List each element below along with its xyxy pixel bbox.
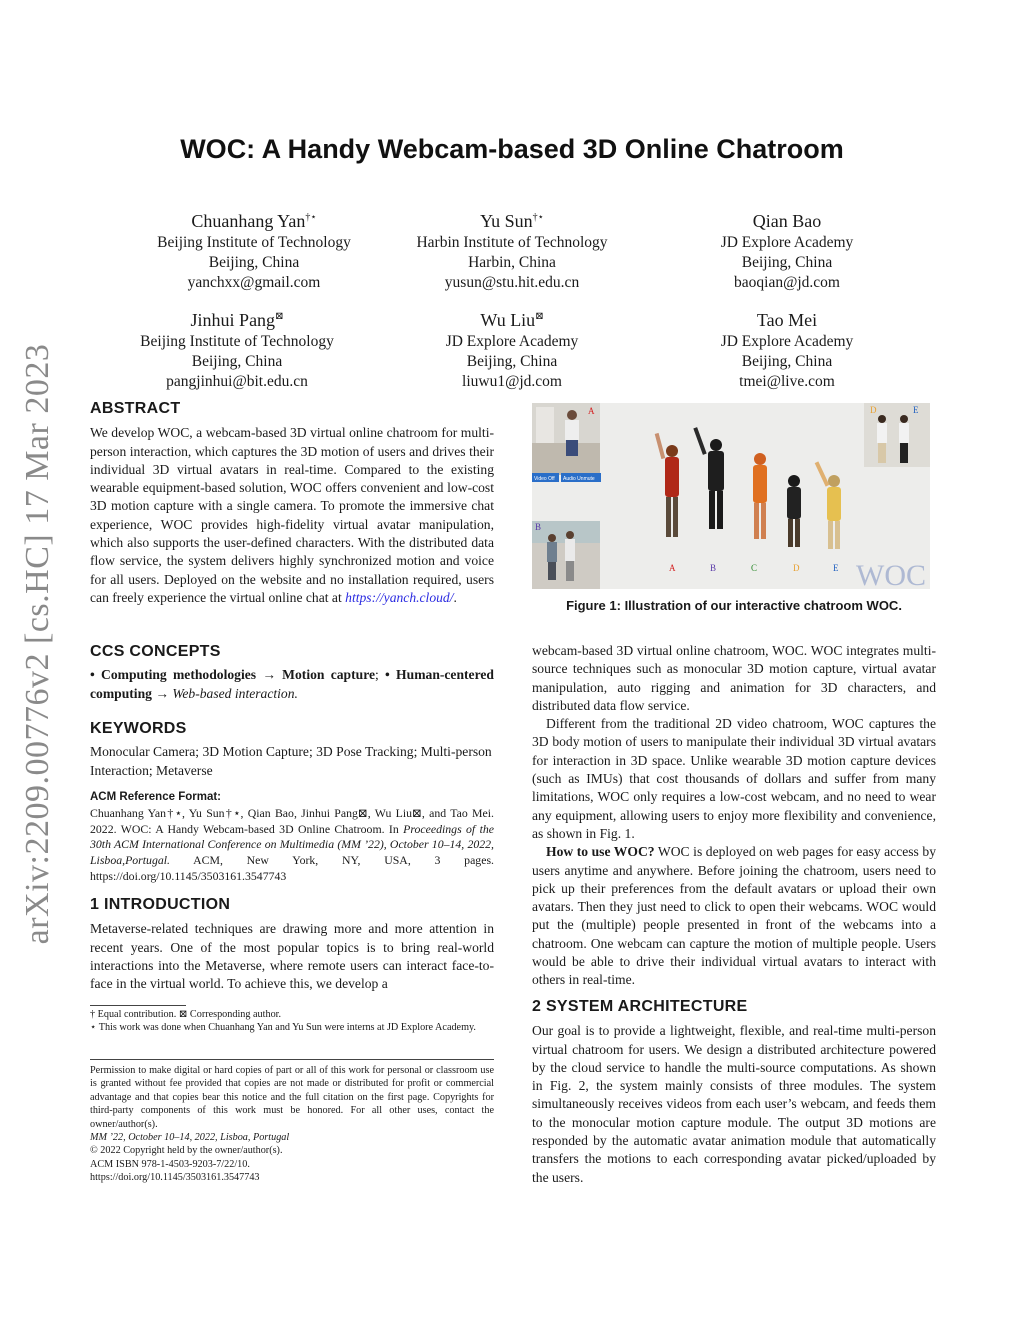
author-block [104,207,404,293]
permission-rule [90,1059,494,1060]
permission-conference: MM ’22, October 10–14, 2022, Lisboa, Portugal [90,1132,290,1144]
introduction-heading: 1 INTRODUCTION [90,896,231,913]
ccs-item2: • Human-centered computing [90,667,494,701]
author-block [637,306,937,392]
author-affiliation: JD Explore Academy [445,333,579,350]
system-architecture-body: Our goal is to provide a lightweight, flexible, and real-time multi-person virtual chatroom for users. We design a distributed architecture powered by the cloud service to handle the multi-source computations. As shown in Fig. 2, the system mainly consists of three modules. The system simultaneously receives videos from each user’s webcam, and feeds them to the monocular motion capture module. The output 3D motions are responded by the automatic avatar animation module that automatically transfers the motions to each corresponding avatar picked/uploaded by the users. [532,1023,936,1185]
ccs-item2-target: Web-based interaction. [172,685,298,701]
abstract-heading: ABSTRACT [90,400,181,417]
audio-unmute-label: Audio Unmute [563,476,595,482]
ccs-separator: ; [375,667,386,683]
video-off-label: Video Off [534,476,555,482]
author-location: Beijing, China [191,353,283,370]
abstract-text: We develop WOC, a webcam-based 3D virtual online chatroom for multi-person interaction, which captures the 3D motion of users and drives their individual 3D virtual avatars in real-time. Compared to the existing wearable equipment-based solution, WOC offers convenient and low-cost 3D motion capture with a single camera. To promote the immersive chat experience, WOC provides high-fidelity virtual avatar manipulation, which also supports the user-defined characters. With the distributed data flow service, the system delivers highly synchronized motion and voice for all users. Deployed on the website and no installation required, users can freely experience the virtual online chat at [90,425,494,605]
arxiv-id: arXiv:2209.00776v2 [cs.HC] 17 Mar 2023 [19,343,56,945]
webcam-tile-b [532,521,600,589]
author-marks: ⊠ [275,311,284,322]
author-affiliation: Beijing Institute of Technology [140,333,334,350]
author-marks: †⋆ [305,212,317,223]
author-name: Jinhui Pang [190,310,276,330]
system-architecture-heading: 2 SYSTEM ARCHITECTURE [532,998,748,1015]
system-architecture-section [532,998,936,1187]
webcam-tile-a [532,403,600,475]
arxiv-stamp [8,344,68,944]
abstract-link[interactable]: https://yanch.cloud/ [345,589,454,605]
author-location: Beijing, China [208,254,300,271]
permission-isbn: ACM ISBN 978-1-4503-9203-7/22/10. [90,1158,250,1170]
author-block [637,207,937,293]
webcam-tile-de [864,403,930,467]
tile-label-a: A [588,406,595,416]
abstract-body [90,424,494,607]
author-name: Chuanhang Yan [191,211,306,231]
ccs-section [90,643,494,703]
tile-label-e: E [913,405,919,415]
tile-label-d: D [870,405,877,415]
how-to-use-text: WOC is deployed on web pages for easy access by users anytime and anywhere. Before joining the chatroom, users need to pick up their preferences from the default avatars or upload their own avatars. Then they just need to click to open their webcams. WOC would put the (multiple) people presented in front of the webcams into a chatroom. One webcam can capture the motion of multiple people. Users would be able to drive their individual virtual avatars to interact with others in real-time. [532,844,936,988]
ccs-arrow: → [256,667,283,683]
avatar-label-b: B [710,563,717,573]
permission-doi: https://doi.org/10.1145/3503161.3547743 [90,1172,260,1184]
author-email: baoqian@jd.com [734,274,840,291]
keywords-body: Monocular Camera; 3D Motion Capture; 3D Pose Tracking; Multi-person Interaction; Metaverse [90,744,492,778]
author-location: Beijing, China [741,353,833,370]
author-name: Wu Liu [480,310,536,330]
footnote-rule [90,1005,186,1006]
ccs-body [90,666,494,703]
avatar-label-c: C [751,563,758,573]
author-block [362,207,662,293]
intro-paragraph-1: webcam-based 3D virtual online chatroom, WOC. WOC integrates multi-source techniques such as monocular 3D motion capture, virtual avatar manipulation, auto rigging and animation for 3D characters, and distributed data flow service. [532,643,936,713]
author-affiliation: Beijing Institute of Technology [157,234,351,251]
acm-reference-heading: ACM Reference Format: [90,791,221,803]
author-name: Yu Sun [480,211,533,231]
introduction-section [90,896,494,993]
tile-label-b: B [535,522,542,532]
avatar-label-a: A [669,563,676,573]
author-block [87,306,387,392]
author-location: Beijing, China [741,254,833,271]
acm-reference [90,788,494,884]
author-block [362,306,662,392]
ccs-arrow: → [151,685,173,701]
figure-1 [532,403,930,589]
footnote-1: † Equal contribution. ⊠ Corresponding author. [90,1009,282,1020]
how-to-use-heading: How to use WOC? [546,844,655,860]
author-marks: ⊠ [535,311,544,322]
author-email: tmei@live.com [739,373,835,390]
author-name: Tao Mei [756,310,818,330]
acm-reference-rest: ACM, New York, NY, USA, 3 pages. https://doi.org/10.1145/3503161.3547743 [90,853,494,883]
acm-reference-authors: Chuanhang Yan†⋆, Yu Sun†⋆, Qian Bao, Jinhui Pang⊠, Wu Liu⊠, and Tao Mei. 2022. WOC: A Handy Webcam-based 3D Online Chatroom. In [90,806,494,836]
author-location: Beijing, China [466,353,558,370]
ccs-heading: CCS CONCEPTS [90,643,221,660]
author-email: pangjinhui@bit.edu.cn [166,373,308,390]
intro-continued [532,642,936,990]
avatar-label-e: E [833,563,839,573]
acm-reference-venue: Proceedings of the 30th ACM International Conference on Multimedia (MM ’22), October 10–14, 2022, Lisboa,Portugal. [90,821,494,868]
footnote-2: ⋆ This work was done when Chuanhang Yan and Yu Sun were interns at JD Explore Academy. [90,1022,476,1034]
footnotes [90,1008,494,1035]
ccs-item1-target: Motion capture [282,667,376,683]
keywords-heading: KEYWORDS [90,720,187,737]
woc-watermark: WOC [856,559,926,589]
figure-illustration [532,403,930,589]
permission-block [90,1064,494,1185]
introduction-body: Metaverse-related techniques are drawing more and more attention in recent years. One of the most popular topics is to bring real-world interactions into the Metaverse, where remote users can interact face-to-face in the virtual world. To achieve this, we develop a [90,921,494,992]
author-email: yanchxx@gmail.com [187,274,321,291]
intro-paragraph-3 [532,843,936,989]
author-email: yusun@stu.hit.edu.cn [444,274,580,291]
author-affiliation: JD Explore Academy [720,234,854,251]
ccs-item1: • Computing methodologies [90,667,257,683]
figure-caption: Figure 1: Illustration of our interactive chatroom WOC. [566,598,902,613]
author-affiliation: JD Explore Academy [720,333,854,350]
avatar-label-d: D [793,563,800,573]
abstract-section [90,400,494,607]
abstract-end: . [453,589,457,605]
acm-reference-body [90,806,494,884]
paper-title: WOC: A Handy Webcam-based 3D Online Chatroom [180,134,844,164]
author-email: liuwu1@jd.com [462,373,562,390]
author-marks: †⋆ [532,212,544,223]
author-location: Harbin, China [468,254,556,271]
intro-paragraph-2: Different from the traditional 2D video chatroom, WOC captures the 3D body motion of users to manipulate their individual 3D virtual avatars for interaction in 3D space. Unlike wearable 3D motion capture devices (such as IMUs) that cost thousands of dollars and suffer from many limitations, WOC only requires a low-cost webcam, and no need to wear any equipment, allowing users to enjoy more flexibility and convenience, as shown in Fig. 1. [532,716,936,841]
author-affiliation: Harbin Institute of Technology [416,234,608,251]
permission-copyright: © 2022 Copyright held by the owner/author(s). [90,1145,283,1157]
author-name: Qian Bao [752,211,822,231]
keywords-section [90,720,494,780]
permission-text: Permission to make digital or hard copies of part or all of this work for personal or classroom use is granted without fee provided that copies are not made or distributed for profit or commercial advantage and that copies bear this notice and the full citation on the first page. Copyrights for third-party components of this work must be honored. For all other uses, contact the owner/author(s). [90,1065,494,1130]
